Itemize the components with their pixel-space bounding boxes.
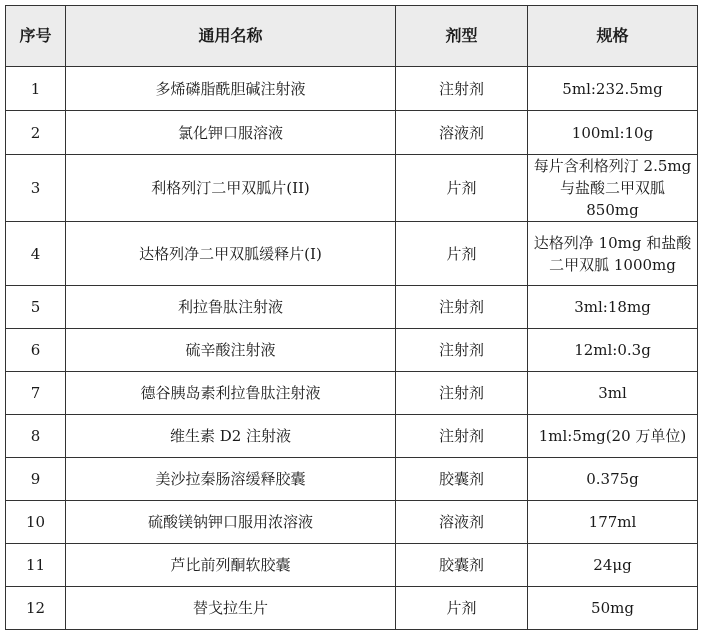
header-serial-number: 序号	[6, 6, 66, 67]
table-row	[6, 458, 698, 501]
header-specification: 规格	[528, 6, 698, 67]
cell-dosage-form: 片剂	[396, 155, 528, 222]
cell-specification: 100ml:10g	[528, 111, 698, 155]
cell-generic-name: 达格列净二甲双胍缓释片(I)	[66, 222, 396, 286]
cell-specification: 0.375g	[528, 458, 698, 501]
table-row	[6, 587, 698, 630]
cell-generic-name: 利拉鲁肽注射液	[66, 286, 396, 329]
cell-dosage-form: 溶液剂	[396, 501, 528, 544]
cell-generic-name: 芦比前列酮软胶囊	[66, 544, 396, 587]
cell-generic-name: 维生素 D2 注射液	[66, 415, 396, 458]
cell-generic-name: 替戈拉生片	[66, 587, 396, 630]
cell-dosage-form: 片剂	[396, 587, 528, 630]
cell-dosage-form: 注射剂	[396, 286, 528, 329]
cell-serial-number: 1	[6, 67, 66, 111]
cell-serial-number: 11	[6, 544, 66, 587]
cell-dosage-form: 注射剂	[396, 372, 528, 415]
cell-specification: 177ml	[528, 501, 698, 544]
table-row	[6, 372, 698, 415]
table-row	[6, 155, 698, 222]
cell-dosage-form: 注射剂	[396, 329, 528, 372]
spec-line-2: 与盐酸二甲双胍 850mg	[559, 179, 665, 219]
header-generic-name: 通用名称	[66, 6, 396, 67]
spec-line-2: 二甲双胍 1000mg	[549, 255, 676, 274]
cell-serial-number: 8	[6, 415, 66, 458]
cell-dosage-form: 片剂	[396, 222, 528, 286]
cell-generic-name: 多烯磷脂酰胆碱注射液	[66, 67, 396, 111]
cell-serial-number: 2	[6, 111, 66, 155]
cell-specification: 1ml:5mg(20 万单位)	[528, 415, 698, 458]
table-row	[6, 501, 698, 544]
spec-line-1: 每片含利格列汀 2.5mg	[533, 157, 692, 175]
cell-dosage-form: 胶囊剂	[396, 544, 528, 587]
cell-specification: 5ml:232.5mg	[528, 67, 698, 111]
cell-generic-name: 美沙拉秦肠溶缓释胶囊	[66, 458, 396, 501]
cell-specification	[528, 155, 698, 222]
header-row	[6, 6, 698, 67]
table-row	[6, 415, 698, 458]
cell-dosage-form: 胶囊剂	[396, 458, 528, 501]
cell-generic-name: 利格列汀二甲双胍片(II)	[66, 155, 396, 222]
cell-serial-number: 7	[6, 372, 66, 415]
cell-specification: 12ml:0.3g	[528, 329, 698, 372]
cell-serial-number: 12	[6, 587, 66, 630]
cell-generic-name: 德谷胰岛素利拉鲁肽注射液	[66, 372, 396, 415]
table-row	[6, 111, 698, 155]
cell-generic-name: 硫酸镁钠钾口服用浓溶液	[66, 501, 396, 544]
cell-dosage-form: 注射剂	[396, 67, 528, 111]
cell-specification: 3ml:18mg	[528, 286, 698, 329]
spec-line-1: 达格列净 10mg 和盐酸	[533, 233, 692, 252]
cell-specification	[528, 222, 698, 286]
table-row	[6, 286, 698, 329]
cell-serial-number: 5	[6, 286, 66, 329]
cell-generic-name: 氯化钾口服溶液	[66, 111, 396, 155]
cell-serial-number: 3	[6, 155, 66, 222]
cell-serial-number: 6	[6, 329, 66, 372]
table-row	[6, 544, 698, 587]
cell-serial-number: 4	[6, 222, 66, 286]
cell-dosage-form: 注射剂	[396, 415, 528, 458]
cell-serial-number: 10	[6, 501, 66, 544]
table-row	[6, 67, 698, 111]
header-dosage-form: 剂型	[396, 6, 528, 67]
cell-serial-number: 9	[6, 458, 66, 501]
cell-specification: 50mg	[528, 587, 698, 630]
cell-dosage-form: 溶液剂	[396, 111, 528, 155]
cell-specification: 3ml	[528, 372, 698, 415]
drug-table	[5, 5, 698, 630]
cell-specification: 24μg	[528, 544, 698, 587]
cell-generic-name: 硫辛酸注射液	[66, 329, 396, 372]
table-row	[6, 222, 698, 286]
table-row	[6, 329, 698, 372]
